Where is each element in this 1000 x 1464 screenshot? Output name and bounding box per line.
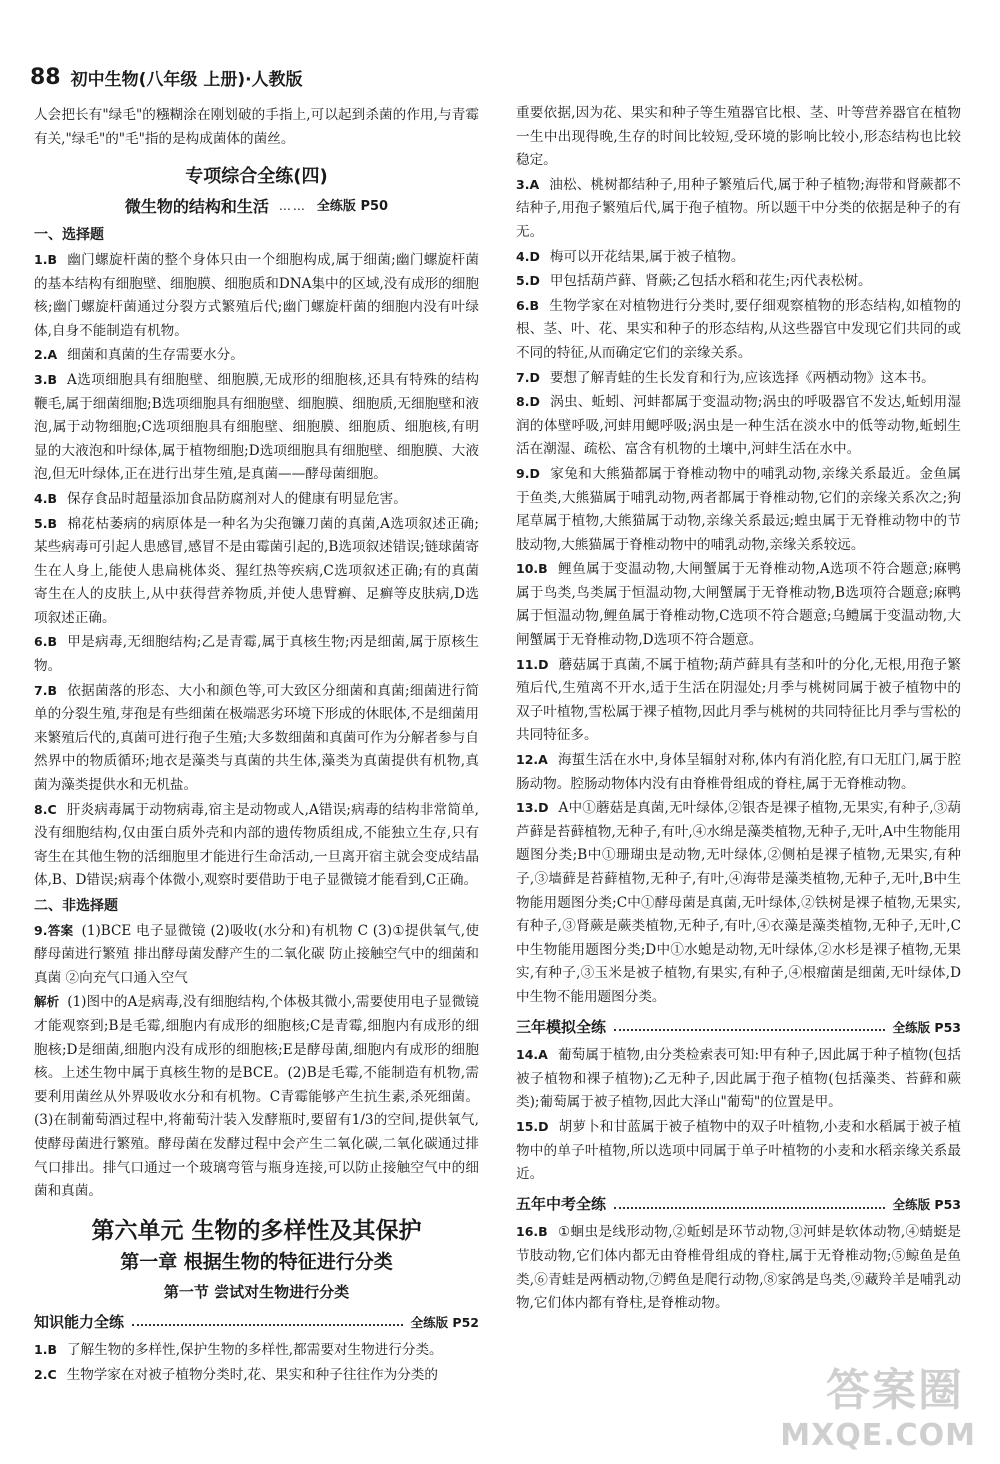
intro-paragraph: 人会把长有"绿毛"的糨糊涂在刚划破的手指上,可以起到杀菌的作用,与青霉有关,"绿毛"的"毛"指的是构成菌体的菌丝。: [34, 107, 479, 147]
page-header: [30, 60, 303, 94]
answer-text: 蘑菇属于真菌,不属于植物;葫芦藓具有茎和叶的分化,无根,用孢子繁殖后代,生殖离不开水,适于生活在阴湿处;月季与桃树同属于被子植物中的双子叶植物,雪松属于裸子植物,因此月季与桃树的共同特征比月季与雪松的共同特征多。: [516, 656, 961, 744]
section-bar: [34, 1311, 479, 1335]
answer-item: [34, 919, 479, 991]
answer-number: 1.B: [34, 251, 57, 267]
part-heading-choice: 一、选择题: [34, 227, 104, 244]
answer-number: 8.D: [516, 394, 540, 410]
answer-number: 3.A: [516, 176, 540, 192]
chapter-title: 第一章 根据生物的特征进行分类: [120, 1251, 393, 1274]
answer-text: 葡萄属于植物,由分类检索表可知:甲有种子,因此属于种子植物(包括被子植物和裸子植物);乙无种子,因此属于孢子植物(包括藻类、苔藓和蕨类);葡萄属于被子植物,因此大泽山"葡萄"的位置是甲。: [516, 1047, 961, 1111]
answer-text: 棉花枯萎病的病原体是一种名为尖孢镰刀菌的真菌,A选项叙述正确;某些病毒可引起人患感冒,感冒不是由霉菌引起的,B选项叙述错误;链球菌寄生在人身上,能使人患扁桃体炎、猩红热等疾病,C选项叙述正确;有的真菌寄生在人的皮肤上,从中获得营养物质,并使人患臂癣、足癣等皮肤病,D选项叙述正确。: [34, 515, 479, 626]
dotted-divider: [132, 1324, 403, 1326]
answer-number: 13.D: [516, 800, 549, 816]
answer-number: 14.A: [516, 1047, 548, 1063]
answer-item: [34, 1338, 479, 1363]
answer-number: 10.B: [516, 561, 548, 577]
answer-item: [34, 248, 479, 343]
section-bar: [516, 1016, 961, 1040]
special-section-title: 专项综合全练(四): [185, 166, 328, 188]
section-title: 第一节 尝试对生物进行分类: [163, 1282, 350, 1301]
analysis-label: 解析: [34, 994, 60, 1010]
answer-item: [516, 269, 961, 294]
dotted-divider: [614, 1029, 885, 1031]
answer-item: [516, 366, 961, 391]
answer-text: 胡萝卜和甘蓝属于被子植物中的双子叶植物,小麦和水稻属于被子植物中的单子叶植物,所以选项中同属于单子叶植物的小麦和水稻亲缘关系最近。: [516, 1118, 961, 1183]
answer-text: 油松、桃树都结种子,用种子繁殖后代,属于种子植物;海带和肾蕨都不结种子,用孢子繁殖后代,属于孢子植物。所以题干中分类的依据是种子的有无。: [516, 176, 961, 240]
watermark-logo: [780, 1356, 980, 1456]
page-number: 88: [30, 64, 61, 90]
section-bar: [516, 1193, 961, 1217]
answer-number: 6.B: [516, 297, 539, 313]
answer-number: 9.D: [516, 465, 540, 481]
answer-item: [516, 1043, 961, 1115]
page-reference: 全练版 P53: [892, 1196, 961, 1212]
page-reference: 全练版 P52: [410, 1314, 479, 1330]
answer-text: 家兔和大熊猫都属于脊椎动物中的哺乳动物,亲缘关系最近。金鱼属于鱼类,大熊猫属于哺乳动物,两者都属于脊椎动物,它们的亲缘关系次之;狗尾草属于植物,大熊猫属于动物,亲缘关系最远;蝗虫属于无脊椎动物中的节肢动物,大熊猫属于脊椎动物中的哺乳动物,亲缘关系较远。: [516, 465, 961, 553]
answer-text: 依据菌落的形态、大小和颜色等,可大致区分细菌和真菌;细菌进行简单的分裂生殖,芽孢是有些细菌在极端恶劣环境下形成的休眠体,不是细菌用来繁殖后代的,真菌可进行孢子生殖;大多数细菌和真菌可作为分解者参与自然界中的物质循环;地衣是藻类与真菌的共生体,藻类为真菌提供有机物,真菌为藻类提供水和无机盐。: [34, 682, 479, 794]
answer-number: 5.B: [34, 515, 57, 531]
continued-paragraph: 重要依据,因为花、果实和种子等生殖器官比根、茎、叶等营养器官在植物一生中出现得晚,生存的时间比较短,受环境的影响比较小,形态结构也比较稳定。: [516, 105, 961, 169]
bar-title: 五年中考全练: [516, 1194, 607, 1213]
bar-title: 三年模拟全练: [516, 1017, 607, 1036]
answer-text: A中①蘑菇是真菌,无叶绿体,②银杏是裸子植物,无果实,有种子,③葫芦藓是苔藓植物,无种子,有叶,④水绵是藻类植物,无种子,无叶,A中生物能用题图分类;B中①珊瑚虫是动物,无叶绿体,②侧柏是裸子植物,无果实,有种子,③墙藓是苔藓植物,无种子,有叶,④海带是藻类植物,无种子,无叶,B中生物能用题图分类;C中①酵母菌是真菌,无叶绿体,②铁树是裸子植物,无果实,有种子,③肾蕨是蕨类植物,无种子,有叶,④衣藻是藻类植物,无种子,无叶,C中生物能用题图分类;D中①水螅是动物,无叶绿体,②水杉是裸子植物,无果实,有种子,③玉米是被子植物,有果实,有种子,④根瘤菌是细菌,无叶绿体,D中生物不能用题图分类。: [516, 800, 961, 1005]
answer-number: 8.C: [34, 801, 57, 817]
answer-item: [34, 1363, 479, 1388]
answer-item: [34, 679, 479, 798]
dotted-divider: [614, 1207, 885, 1209]
answer-item: [34, 343, 479, 368]
part-heading-nonchoice: 二、非选择题: [34, 898, 118, 914]
answer-text: 生物学家在对被子植物分类时,花、果实和种子往往作为分类的: [66, 1366, 438, 1383]
answer-number: 6.B: [34, 634, 57, 650]
answer-item: [34, 512, 479, 631]
answer-item: [516, 748, 961, 796]
unit-title: 第六单元 生物的多样性及其保护: [91, 1217, 422, 1244]
answer-number: 1.B: [34, 1342, 57, 1358]
answer-text: 甲包括葫芦藓、肾蕨;乙包括水稻和花生;丙代表松树。: [549, 273, 872, 290]
book-title: 初中生物(八年级 上册)·人教版: [70, 69, 303, 90]
answer-number: 2.A: [34, 347, 58, 363]
answer-number: 4.B: [34, 490, 57, 506]
answer-item: [516, 557, 961, 652]
answer-text: 梅可以开花结果,属于被子植物。: [549, 248, 745, 265]
answer-item: [516, 1220, 961, 1315]
answer-text: ①蛔虫是线形动物,②蚯蚓是环节动物,③河蚌是软体动物,④蜻蜓是节肢动物,它们体内都无由脊椎骨组成的脊柱,属于无脊椎动物;⑤鲸鱼是鱼类,⑥青蛙是两栖动物,⑦鳄鱼是爬行动物,⑧家鸽是鸟类,⑨藏羚羊是哺乳动物,它们体内都有脊柱,是脊椎动物。: [516, 1224, 961, 1312]
answer-item: [516, 245, 961, 270]
answer-text: 涡虫、蚯蚓、河蚌都属于变温动物;涡虫的呼吸器官不发达,蚯蚓用湿润的体壁呼吸,河蚌用鳃呼吸;涡虫是一种生活在淡水中的低等动物,蚯蚓生活在潮湿、疏松、富含有机物的土壤中,河蚌生活在水中。: [516, 394, 961, 458]
watermark-text-bottom: MXQE.COM: [780, 1418, 976, 1453]
answer-number: 7.D: [516, 369, 540, 385]
special-subtitle-row: [34, 195, 479, 219]
bar-title: 知识能力全练: [34, 1312, 125, 1331]
answer-text: 肝炎病毒属于动物病毒,宿主是动物或人,A错误;病毒的结构非常简单,没有细胞结构,仅由蛋白质外壳和内部的遗传物质组成,不能独立生存,只有寄生在其他生物的活细胞里才能进行生命活动,一旦离开宿主就会变成结晶体,B、D错误;病毒个体微小,观察时要借助于电子显微镜才能看到,C正确。: [34, 801, 479, 889]
special-subtitle: 微生物的结构和生活: [124, 196, 269, 216]
answer-text: 幽门螺旋杆菌的整个身体只由一个细胞构成,属于细菌;幽门螺旋杆菌的基本结构有细胞壁、细胞膜、细胞质和DNA集中的区域,没有成形的细胞核;幽门螺旋杆菌通过分裂方式繁殖后代;幽门螺旋杆菌的细胞内没有叶绿体,自身不能制造有机物。: [34, 251, 479, 339]
answer-item: [34, 630, 479, 678]
answer-number: 7.B: [34, 682, 57, 698]
right-column: [516, 102, 961, 1316]
answer-number: 12.A: [516, 752, 548, 768]
answer-item: [34, 487, 479, 512]
answer-item: [516, 1115, 961, 1187]
answer-item: [34, 368, 479, 487]
answer-label: 9.答案: [34, 922, 74, 938]
answer-number: 15.D: [516, 1118, 549, 1134]
answer-text: 要想了解青蛙的生长发育和行为,应该选择《两栖动物》这本书。: [549, 369, 935, 386]
answer-item: [516, 390, 961, 462]
answer-text: 了解生物的多样性,保护生物的多样性,都需要对生物进行分类。: [66, 1342, 443, 1359]
answer-item: [516, 462, 961, 557]
answer-item: [516, 173, 961, 245]
answer-item: [34, 798, 479, 893]
answer-text: 甲是病毒,无细胞结构;乙是青霉,属于真核生物;丙是细菌,属于原核生物。: [34, 634, 479, 675]
page-reference: 全练版 P50: [316, 198, 389, 214]
answer-text: 生物学家在对植物进行分类时,要仔细观察植物的形态结构,如植物的根、茎、叶、花、果实和种子的形态结构,从这些器官中发现它们共同的或不同的特征,从而确定它们的亲缘关系。: [516, 297, 961, 361]
answer-text: 保存食品时超量添加食品防腐剂对人的健康有明显危害。: [66, 490, 407, 507]
answer-text: 鲤鱼属于变温动物,大闸蟹属于无脊椎动物,A选项不符合题意;麻鸭属于鸟类,鸟类属于恒温动物,大闸蟹属于无脊椎动物,B选项符合题意;麻鸭属于恒温动物,鲤鱼属于脊椎动物,C选项不符合题意;乌鳢属于变温动物,大闸蟹属于无脊椎动物,D选项不符合题意。: [516, 561, 961, 649]
answer-number: 5.D: [516, 273, 540, 289]
watermark-text-top: 答案圈: [826, 1365, 964, 1416]
leader-dots: ……: [278, 198, 307, 213]
answer-item: [516, 294, 961, 366]
answer-number: 11.D: [516, 656, 549, 672]
answer-text: 细菌和真菌的生存需要水分。: [67, 347, 244, 364]
answer-number: 3.B: [34, 371, 57, 387]
answer-item: [516, 653, 961, 748]
answer-item: [516, 796, 961, 1009]
answer-text: 海蜇生活在水中,身体呈辐射对称,体内有消化腔,有口无肛门,属于腔肠动物。腔肠动物体内没有由脊椎骨组成的脊柱,属于无脊椎动物。: [516, 752, 961, 792]
answer-text: (1)BCE 电子显微镜 (2)吸收(水分和)有机物 C (3)①提供氧气,使酵母菌进行繁殖 排出酵母菌发酵产生的二氧化碳 防止接触空气中的细菌和真菌 ②向充气口通入空气: [34, 922, 479, 986]
analysis-item: [34, 990, 479, 1203]
answer-text: A选项细胞具有细胞壁、细胞膜,无成形的细胞核,还具有特殊的结构鞭毛,属于细菌细胞;B选项细胞具有细胞壁、细胞膜、细胞质,无细胞壁和液泡,属于动物细胞;C选项细胞具有细胞壁、细胞膜、细胞质、细胞核,有明显的大液泡和叶绿体,属于植物细胞;D选项细胞具有细胞壁、细胞膜、大液泡,但无叶绿体,正在进行出芽生殖,是真菌——酵母菌细胞。: [34, 371, 479, 483]
answer-number: 16.B: [516, 1224, 548, 1240]
answer-number: 4.D: [516, 248, 540, 264]
page-reference: 全练版 P53: [892, 1019, 961, 1035]
answer-number: 2.C: [34, 1366, 57, 1382]
analysis-text: (1)图中的A是病毒,没有细胞结构,个体极其微小,需要使用电子显微镜才能观察到;B是毛霉,细胞内有成形的细胞核;C是青霉,细胞内有成形的细胞核;D是细菌,细胞内没有成形的细胞核;E是酵母菌,细胞内有成形的细胞核。上述生物中属于真核生物的是BCE。(2)B是毛霉,不能制造有机物,需要利用菌丝从外界吸收水分和有机物。C青霉能够产生抗生素,杀死细菌。(3)在制葡萄酒过程中,将葡萄汁装入发酵瓶时,要留有1/3的空间,提供氧气,使酵母菌进行繁殖。酵母菌在发酵过程中会产生二氧化碳,二氧化碳通过排气口排出。排气口通过一个玻璃弯管与瓶身连接,可以防止接触空气中的细菌和真菌。: [34, 994, 479, 1200]
left-column: [34, 104, 479, 1387]
